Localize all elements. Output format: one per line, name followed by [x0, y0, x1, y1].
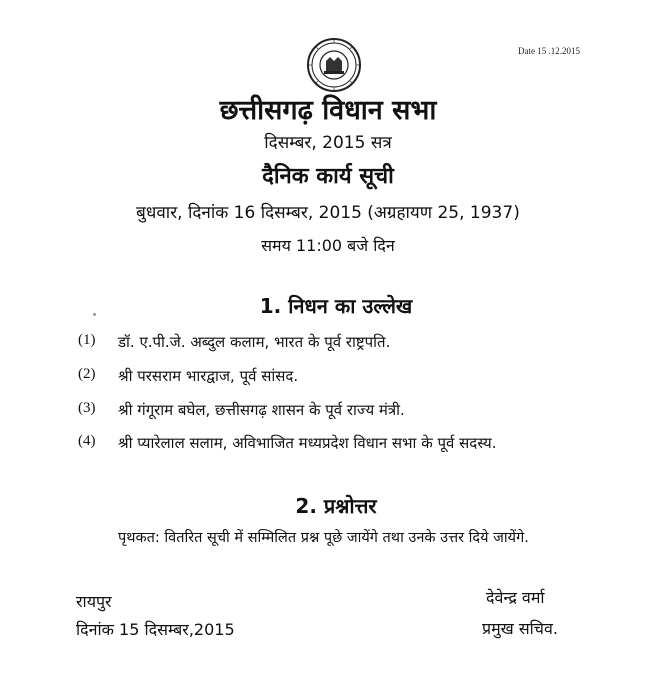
questions-note: पृथकत: वितरित सूची में सम्मिलित प्रश्न पूछे जायेंगे तथा उनके उत्तर दिये जायेंगे.: [118, 530, 529, 546]
item-text: श्री प्यारेलाल सलाम, अविभाजित मध्यप्रदेश विधान सभा के पूर्व सदस्य.: [118, 434, 497, 452]
agenda-heading: दैनिक कार्य सूची: [262, 164, 394, 189]
assembly-title: छत्तीसगढ़ विधान सभा: [219, 95, 437, 126]
place-label: रायपुर: [76, 592, 112, 611]
item-number: (4): [78, 433, 96, 449]
signer-name: देवेन्द्र वर्मा: [486, 588, 545, 607]
date-line: बुधवार, दिनांक 16 दिसम्बर, 2015 (अग्रहायण 25, 1937): [136, 203, 520, 223]
item-text: डॉ. ए.पी.जे. अब्दुल कलाम, भारत के पूर्व राष्ट्रपति.: [118, 333, 391, 351]
item-text: श्री परसराम भारद्वाज, पूर्व सांसद.: [118, 367, 299, 385]
item-number: (3): [78, 400, 96, 416]
item-number: (1): [78, 332, 96, 348]
item-number: (2): [78, 366, 96, 382]
emblem-seal-icon: [306, 37, 362, 93]
section-questions-title: 2. प्रश्नोत्तर: [295, 494, 377, 518]
item-text: श्री गंगूराम बघेल, छत्तीसगढ़ शासन के पूर्व राज्य मंत्री.: [118, 401, 405, 419]
date-stamp: Date 15 .12.2015: [518, 46, 580, 56]
signer-designation: प्रमुख सचिव.: [482, 619, 558, 638]
session-label: दिसम्बर, 2015 सत्र: [264, 133, 392, 153]
time-line: समय 11:00 बजे दिन: [261, 236, 395, 255]
signing-date: दिनांक 15 दिसम्बर,2015: [76, 620, 235, 639]
section-obituary-title: 1. निधन का उल्लेख: [259, 294, 413, 318]
